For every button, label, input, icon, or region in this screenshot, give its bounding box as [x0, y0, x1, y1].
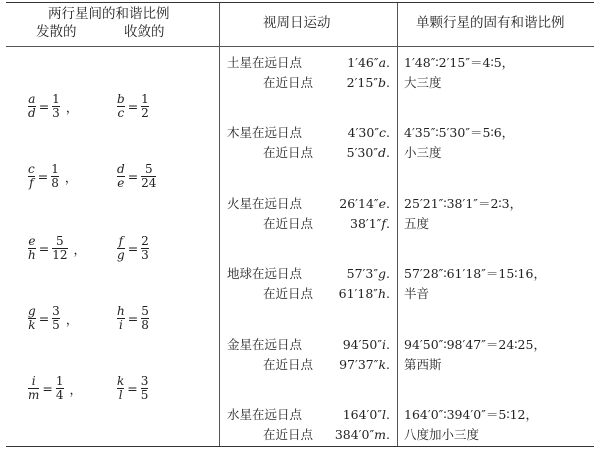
musical-interval: 半音 [404, 286, 430, 301]
equals-sign: = [37, 169, 49, 184]
numerator: 1 [55, 374, 64, 388]
ratio-left [28, 305, 78, 332]
variable: f [381, 216, 387, 231]
value: 2′15″ [346, 75, 378, 90]
perihelion-label: 在近日点 [263, 357, 314, 372]
value: 57′3″ [346, 266, 378, 281]
ratio-right [117, 235, 149, 262]
musical-interval: 八度加小三度 [404, 427, 480, 442]
denominator: 3 [141, 248, 149, 262]
numerator: 5 [141, 304, 149, 318]
numerator: 3 [140, 374, 149, 388]
aphelion-label: 木星在远日点 [227, 125, 303, 140]
aphelion-value: 26′14″e. [339, 196, 390, 211]
ratio-right [117, 163, 156, 190]
intrinsic-ratio: 57′28″∶61′18″＝15∶16， [404, 266, 546, 281]
ratio-left [28, 163, 77, 190]
ratio-value [52, 235, 67, 262]
variable: l [382, 407, 387, 422]
variable: i [382, 337, 387, 352]
intrinsic-ratio: 1′48″∶2′15″＝4∶5， [404, 55, 515, 70]
aphelion-label: 水星在远日点 [227, 407, 303, 422]
equals-sign: = [127, 311, 139, 326]
numerator: 1 [51, 162, 59, 176]
ratio-value [141, 163, 156, 190]
equals-sign: = [38, 311, 50, 326]
numerator: 5 [144, 162, 153, 176]
column-divider [397, 3, 398, 446]
numerator: i [31, 374, 36, 388]
aphelion-label: 火星在远日点 [227, 196, 303, 211]
aphelion-value: 164′0″l. [342, 407, 390, 422]
ratio-right [117, 93, 149, 120]
denominator: d [28, 106, 36, 120]
ratio-value [52, 305, 60, 332]
perihelion-label: 在近日点 [263, 75, 314, 90]
header-divider [6, 46, 594, 47]
value: 384′0″ [334, 427, 375, 442]
equals-sign: = [127, 241, 139, 256]
musical-interval: 第西斯 [404, 357, 442, 372]
variable: a [378, 55, 387, 70]
intrinsic-ratio: 4′35″∶5′30″＝5∶6， [404, 125, 515, 140]
ratio-left [28, 93, 78, 120]
equals-sign: = [38, 241, 50, 256]
perihelion-value: 97′37″k. [339, 357, 390, 372]
variable: b [378, 75, 387, 90]
value: 1′46″ [347, 55, 379, 70]
planet-ratio [117, 235, 125, 262]
numerator: e [28, 234, 36, 248]
planet-ratio [28, 375, 39, 402]
planet-ratio [117, 163, 125, 190]
denominator: e [117, 176, 125, 190]
equals-sign: = [42, 381, 53, 396]
comma: ， [65, 311, 79, 327]
planet-ratio [117, 375, 124, 402]
numerator: d [117, 162, 125, 176]
aphelion-value: 94′50″i. [342, 337, 390, 352]
variable: e [378, 196, 387, 211]
intrinsic-ratio: 164′0″∶394′0″＝5∶12， [404, 407, 539, 422]
variable: m [374, 427, 387, 442]
perihelion-label: 在近日点 [263, 145, 314, 160]
ratio-value [141, 305, 149, 332]
equals-sign: = [38, 99, 50, 114]
denominator: 5 [52, 318, 60, 332]
aphelion-value: 57′3″g. [346, 266, 390, 281]
ratio-value [56, 375, 64, 402]
aphelion-label: 金星在远日点 [227, 337, 303, 352]
ratio-value [141, 375, 149, 402]
ratio-value [52, 93, 60, 120]
denominator: f [29, 176, 34, 190]
denominator: 4 [55, 388, 64, 402]
musical-interval: 五度 [404, 216, 430, 231]
equals-sign: = [127, 99, 139, 114]
variable: c [379, 125, 387, 140]
intrinsic-ratio: 94′50″∶98′47″＝24∶25， [404, 337, 546, 352]
ratio-left [28, 375, 82, 402]
equals-sign: = [127, 381, 138, 396]
aphelion-value: 4′30″c. [347, 125, 390, 140]
comma: ， [73, 241, 87, 257]
numerator: f [118, 234, 124, 248]
numerator: 1 [141, 92, 149, 106]
ratio-left [28, 235, 86, 262]
musical-interval: 小三度 [404, 145, 442, 160]
variable: g [378, 266, 387, 281]
perihelion-label: 在近日点 [263, 427, 314, 442]
numerator: 2 [141, 234, 149, 248]
numerator: k [117, 374, 125, 388]
numerator: b [117, 92, 125, 106]
denominator: 2 [141, 106, 149, 120]
planet-ratio [28, 93, 36, 120]
numerator: 3 [52, 304, 60, 318]
value: 97′37″ [339, 357, 379, 372]
perihelion-value: 384′0″m. [334, 427, 390, 442]
comma: ， [64, 169, 78, 185]
value: 38′1″ [350, 216, 382, 231]
ratio-right [117, 305, 149, 332]
numerator: 5 [56, 234, 64, 248]
perihelion-value: 2′15″b. [346, 75, 390, 90]
denominator: l [118, 388, 123, 402]
value: 4′30″ [347, 125, 379, 140]
denominator: 5 [140, 388, 149, 402]
numerator: g [28, 304, 36, 318]
variable: d [378, 145, 387, 160]
numerator: c [28, 162, 35, 176]
perihelion-value: 61′18″h. [338, 286, 390, 301]
planet-ratio [28, 305, 36, 332]
value: 61′18″ [338, 286, 378, 301]
column-divider [219, 3, 220, 446]
variable: k [378, 357, 387, 372]
value: 164′0″ [342, 407, 383, 422]
denominator: c [117, 106, 125, 120]
planet-ratio [117, 305, 125, 332]
numerator: 1 [52, 92, 60, 106]
variable: h [377, 286, 387, 301]
ratio-value [141, 235, 149, 262]
denominator: i [118, 318, 123, 332]
value: 5′30″ [346, 145, 378, 160]
denominator: 12 [52, 248, 68, 262]
value: 94′50″ [342, 337, 383, 352]
perihelion-label: 在近日点 [263, 286, 314, 301]
perihelion-label: 在近日点 [263, 216, 314, 231]
planet-ratio [28, 163, 35, 190]
equals-sign: = [127, 169, 139, 184]
ratio-right [117, 375, 148, 402]
comma: ， [65, 99, 79, 115]
musical-interval: 大三度 [404, 75, 442, 90]
value: 26′14″ [339, 196, 379, 211]
intrinsic-ratio: 25′21″∶38′1″＝2∶3， [404, 196, 523, 211]
col1-title: 两行星间的和谐比例 [48, 6, 170, 22]
col2-title: 视周日运动 [263, 15, 331, 31]
denominator: 8 [51, 176, 59, 190]
col1-sub-divergent: 发散的 [36, 24, 77, 40]
aphelion-label: 地球在远日点 [227, 266, 303, 281]
aphelion-value: 1′46″a. [347, 55, 390, 70]
perihelion-value: 5′30″d. [346, 145, 390, 160]
denominator: 8 [141, 318, 149, 332]
planet-ratio [28, 235, 36, 262]
denominator: g [117, 248, 125, 262]
numerator: a [28, 92, 36, 106]
ratio-value [51, 163, 59, 190]
perihelion-value: 38′1″f. [350, 216, 390, 231]
denominator: k [28, 318, 36, 332]
aphelion-label: 土星在远日点 [227, 55, 303, 70]
comma: ， [69, 381, 83, 397]
harmony-table [6, 2, 594, 447]
denominator: m [28, 388, 40, 402]
numerator: h [117, 304, 125, 318]
ratio-value [141, 93, 149, 120]
denominator: 3 [52, 106, 60, 120]
col3-title: 单颗行星的固有和谐比例 [416, 15, 565, 31]
planet-ratio [117, 93, 125, 120]
denominator: 24 [141, 176, 157, 190]
col1-sub-convergent: 收敛的 [124, 24, 165, 40]
denominator: h [28, 248, 36, 262]
